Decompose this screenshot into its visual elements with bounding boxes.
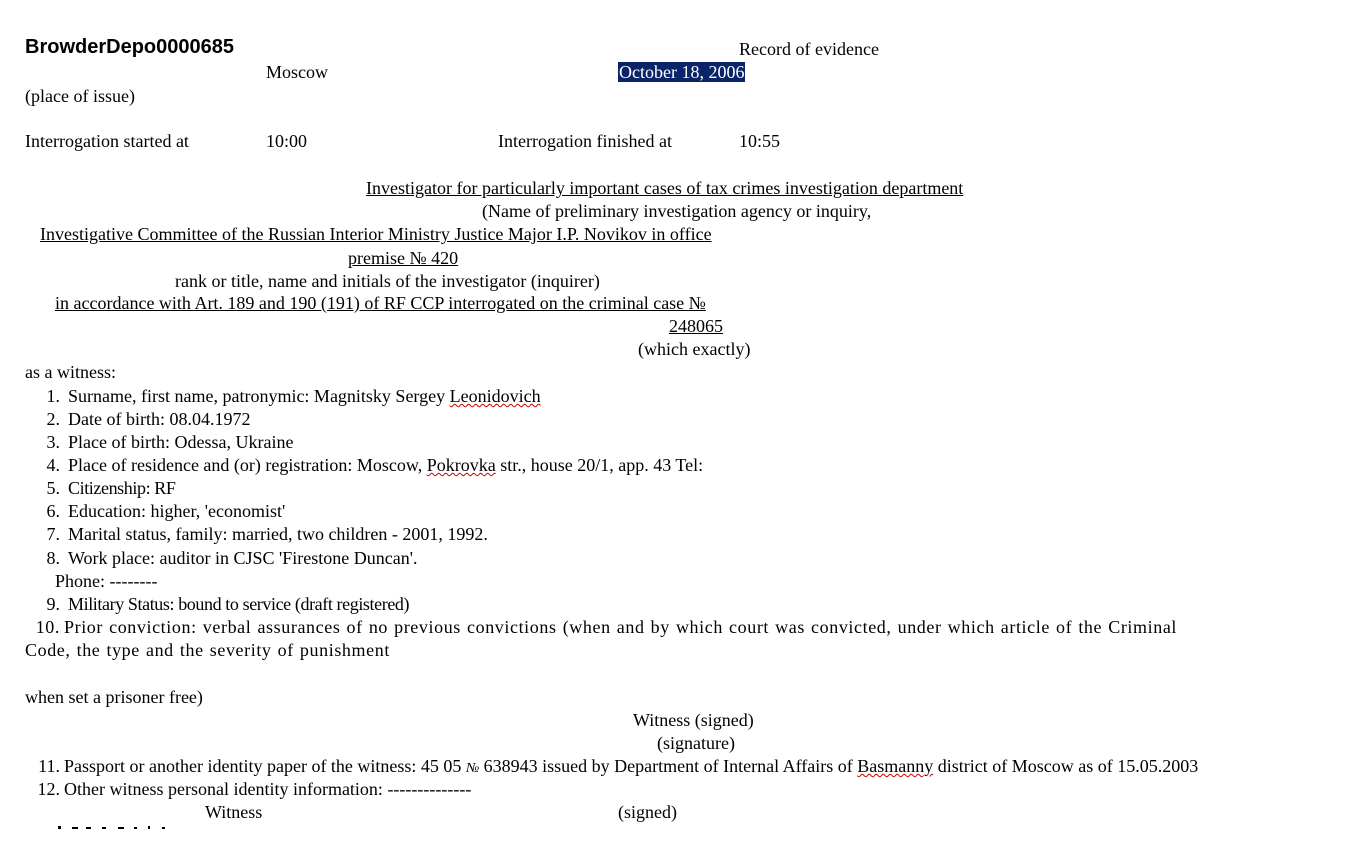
investigator-line-1: Investigator for particularly important cases of tax crimes investigation department — [366, 178, 964, 198]
place-caption: (place of issue) — [25, 86, 135, 106]
list-item — [36, 385, 541, 407]
list-item — [36, 454, 703, 476]
list-item-number: 12. — [37, 779, 60, 799]
list-item-text: Surname, first name, patronymic: Magnitsky Sergey — [68, 386, 450, 406]
issue-city: Moscow — [266, 62, 328, 82]
list-item-text: 638943 issued by Department of Internal Affairs of — [479, 756, 858, 776]
list-item — [30, 616, 1177, 638]
case-caption: (which exactly) — [638, 339, 751, 359]
investigator-line-4: premise № 420 — [348, 248, 459, 268]
list-item — [30, 755, 1198, 780]
list-item — [36, 593, 409, 615]
end-value: 10:55 — [739, 131, 781, 151]
list-item-continuation: Code, the type and the severity of punishment — [25, 640, 390, 660]
start-label: Interrogation started at — [25, 131, 189, 151]
start-value: 10:00 — [266, 131, 308, 151]
list-item — [36, 547, 417, 569]
phone-line: Phone: -------- — [55, 571, 158, 591]
spellcheck-word[interactable]: Pokrovka — [426, 455, 496, 475]
spellcheck-word[interactable]: Basmanny — [857, 756, 934, 776]
list-item — [36, 523, 488, 545]
list-item-number: 2. — [46, 409, 60, 429]
list-item-number: 4. — [46, 455, 60, 475]
list-item-number: 11. — [38, 756, 60, 776]
signature-caption: (signature) — [657, 733, 735, 753]
witness-signed-line: Witness (signed) — [633, 710, 754, 730]
list-item-number: 8. — [46, 548, 60, 568]
witness-intro: as a witness: — [25, 362, 116, 382]
investigator-line-2: (Name of preliminary investigation agency or inquiry, — [482, 201, 872, 221]
list-item-number: 10. — [35, 617, 60, 637]
list-item-text: Place of residence and (or) registration: Moscow, — [68, 455, 427, 475]
list-item-text: Military Status: bound to service (draft registered) — [68, 594, 410, 614]
list-item — [36, 500, 285, 522]
page-bottom-edge — [0, 829, 1368, 852]
list-item-number: 3. — [46, 432, 60, 452]
list-item-text: Work place: auditor in CJSC 'Firestone Duncan'. — [68, 548, 418, 568]
list-item-number: 9. — [46, 594, 60, 614]
list-item — [30, 778, 471, 800]
issue-date-selection[interactable]: October 18, 2006 — [619, 62, 745, 82]
investigator-line-5: rank or title, name and initials of the investigator (inquirer) — [175, 271, 600, 291]
list-item-text: Passport or another identity paper of the witness: 45 05 — [64, 756, 466, 776]
list-item — [36, 408, 250, 430]
list-item-number: 1. — [46, 386, 60, 406]
record-title: Record of evidence — [739, 39, 879, 59]
list-item-text: Date of birth: 08.04.1972 — [68, 409, 251, 429]
document-id: BrowderDepo0000685 — [25, 36, 234, 58]
spellcheck-word[interactable]: Leonidovich — [449, 386, 541, 406]
end-label: Interrogation finished at — [498, 131, 672, 151]
investigator-line-6: in accordance with Art. 189 and 190 (191) of RF CCP interrogated on the criminal case № — [55, 293, 706, 313]
numero-sign: № — [465, 761, 480, 776]
list-item-text: Education: higher, 'economist' — [68, 501, 286, 521]
list-item — [36, 477, 176, 499]
list-item-text: str., house 20/1, app. 43 Tel: — [495, 455, 704, 475]
issue-date[interactable] — [618, 61, 745, 83]
list-item-number: 5. — [46, 478, 60, 498]
list-item-text: Other witness personal identity information: -------------- — [64, 779, 472, 799]
list-item-text: Place of birth: Odessa, Ukraine — [68, 432, 294, 452]
footer-signed-label: (signed) — [618, 802, 677, 822]
list-item-text: Marital status, family: married, two children - 2001, 1992. — [68, 524, 488, 544]
list-item-number: 6. — [46, 501, 60, 521]
investigator-line-3: Investigative Committee of the Russian Interior Ministry Justice Major I.P. Novikov in office — [40, 224, 712, 244]
list-item-text: Prior conviction: verbal assurances of no previous convictions (when and by which court was convicted, under which article of the Criminal — [64, 617, 1178, 637]
list-item — [36, 431, 293, 453]
list-item-text: district of Moscow as of 15.05.2003 — [933, 756, 1199, 776]
list-item-number: 7. — [46, 524, 60, 544]
list-item-text: Citizenship: RF — [68, 478, 176, 498]
footer-witness-label: Witness — [205, 802, 263, 822]
release-line: when set a prisoner free) — [25, 687, 203, 707]
case-number: 248065 — [669, 316, 723, 336]
